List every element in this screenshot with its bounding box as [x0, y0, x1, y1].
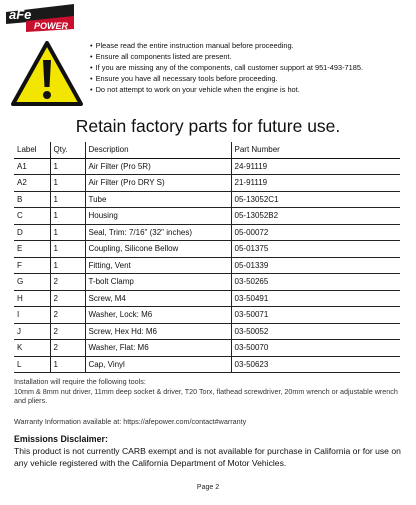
cell-part-number: 05-13052B2: [231, 208, 400, 225]
table-row: [14, 257, 400, 274]
cell-description: Seal, Trim: 7/16" (32" inches): [85, 224, 231, 241]
cell-label: K: [14, 340, 50, 357]
cell-label: A2: [14, 175, 50, 192]
precaution-list: [90, 40, 410, 95]
emissions-disclaimer-title: Emissions Disclaimer:: [14, 434, 108, 444]
precaution-item: • Ensure all components listed are present.: [90, 51, 410, 62]
cell-part-number: 03-50265: [231, 274, 400, 291]
cell-label: H: [14, 290, 50, 307]
cell-label: J: [14, 323, 50, 340]
table-row: [14, 356, 400, 373]
installation-tools-list: 10mm & 8mm nut driver, 11mm deep socket & driver, T20 Torx, flathead screwdriver, 20mm wrench or adjustable wrench and pliers.: [14, 386, 398, 405]
table-row: [14, 241, 400, 258]
warning-sign: [10, 40, 84, 108]
cell-label: D: [14, 224, 50, 241]
cell-part-number: 03-50623: [231, 356, 400, 373]
cell-qty: 2: [50, 340, 85, 357]
parts-table: [14, 142, 400, 373]
cell-label: C: [14, 208, 50, 225]
cell-label: G: [14, 274, 50, 291]
cell-description: Tube: [85, 191, 231, 208]
afe-power-logo: [4, 2, 76, 32]
cell-description: Air Filter (Pro 5R): [85, 158, 231, 175]
cell-label: I: [14, 307, 50, 324]
cell-qty: 1: [50, 356, 85, 373]
table-row: [14, 340, 400, 357]
cell-part-number: 05-01375: [231, 241, 400, 258]
page-number: Page 2: [196, 484, 220, 491]
table-row: [14, 191, 400, 208]
table-row: [14, 290, 400, 307]
logo-brand-text: aFe: [9, 7, 32, 22]
cell-qty: 1: [50, 175, 85, 192]
table-row: [14, 158, 400, 175]
cell-label: F: [14, 257, 50, 274]
exclamation-dot: [43, 91, 51, 99]
header-qty: Qty.: [50, 142, 85, 158]
emissions-disclaimer-body: This product is not currently CARB exempt and is not available for purchase in California or for use on any vehicle registered with the California Department of Motor Vehicles.: [14, 446, 401, 468]
cell-description: Cap, Vinyl: [85, 356, 231, 373]
precaution-item: • Do not attempt to work on your vehicle when the engine is hot.: [90, 84, 410, 95]
header-label: Label: [14, 142, 50, 158]
installation-tools: [14, 377, 404, 406]
precaution-item: • If you are missing any of the components, call customer support at 951-493-7185.: [90, 62, 410, 73]
retain-parts-heading: Retain factory parts for future use.: [75, 116, 341, 136]
afe-logo-icon: [4, 2, 76, 32]
cell-label: E: [14, 241, 50, 258]
logo-tagline-text: POWER: [34, 21, 69, 31]
precaution-item: • Please read the entire instruction manual before proceeding.: [90, 40, 410, 51]
table-row: [14, 224, 400, 241]
cell-description: Screw, Hex Hd: M6: [85, 323, 231, 340]
table-row: [14, 274, 400, 291]
cell-description: Washer, Flat: M6: [85, 340, 231, 357]
cell-part-number: 03-50491: [231, 290, 400, 307]
header-description: Description: [85, 142, 231, 158]
installation-tools-intro: Installation will require the following tools:: [14, 377, 146, 386]
cell-part-number: 03-50052: [231, 323, 400, 340]
cell-part-number: 03-50071: [231, 307, 400, 324]
cell-qty: 2: [50, 274, 85, 291]
warning-triangle-icon: [10, 40, 84, 108]
parts-table-header-row: [14, 142, 400, 158]
table-row: [14, 307, 400, 324]
cell-label: A1: [14, 158, 50, 175]
cell-description: Washer, Lock: M6: [85, 307, 231, 324]
cell-qty: 1: [50, 158, 85, 175]
parts-table-body: [14, 158, 400, 373]
cell-description: Housing: [85, 208, 231, 225]
cell-qty: 2: [50, 290, 85, 307]
cell-qty: 1: [50, 241, 85, 258]
header-part-number: Part Number: [231, 142, 400, 158]
cell-description: Air Filter (Pro DRY S): [85, 175, 231, 192]
table-row: [14, 175, 400, 192]
cell-qty: 1: [50, 208, 85, 225]
cell-label: B: [14, 191, 50, 208]
cell-description: Fitting, Vent: [85, 257, 231, 274]
cell-qty: 1: [50, 257, 85, 274]
cell-part-number: 05-13052C1: [231, 191, 400, 208]
cell-description: Screw, M4: [85, 290, 231, 307]
cell-description: Coupling, Silicone Bellow: [85, 241, 231, 258]
cell-part-number: 05-01339: [231, 257, 400, 274]
cell-part-number: 05-00072: [231, 224, 400, 241]
cell-qty: 2: [50, 323, 85, 340]
cell-description: T-bolt Clamp: [85, 274, 231, 291]
cell-part-number: 21-91119: [231, 175, 400, 192]
cell-label: L: [14, 356, 50, 373]
cell-qty: 2: [50, 307, 85, 324]
warranty-info: Warranty Information available at: https://afepower.com/contact#warranty: [14, 417, 247, 426]
precaution-item: • Ensure you have all necessary tools before proceeding.: [90, 73, 410, 84]
cell-part-number: 03-50070: [231, 340, 400, 357]
table-row: [14, 208, 400, 225]
cell-part-number: 24-91119: [231, 158, 400, 175]
cell-qty: 1: [50, 224, 85, 241]
table-row: [14, 323, 400, 340]
cell-qty: 1: [50, 191, 85, 208]
